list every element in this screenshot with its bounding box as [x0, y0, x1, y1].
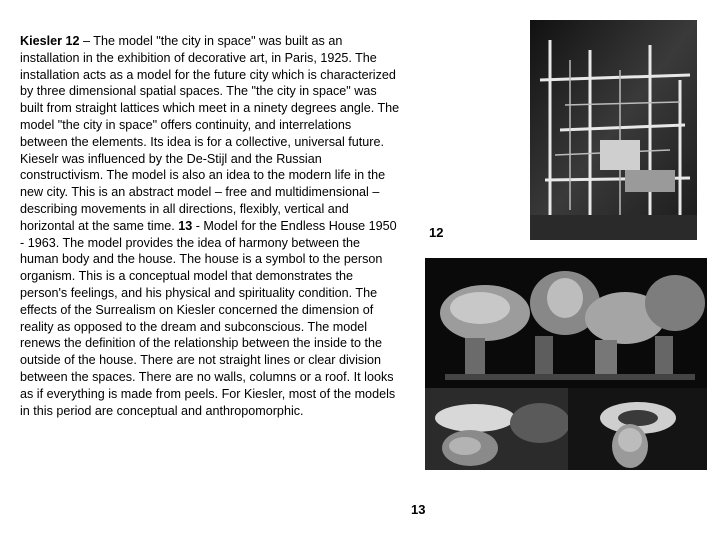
photo-city-in-space: [530, 20, 697, 240]
author-name: Kiesler: [20, 34, 63, 48]
body-paragraph: [20, 33, 400, 419]
figure-label-13: 13: [411, 502, 426, 517]
description-endless-house: - Model for the Endless House 1950 - 1963. The model provides the idea of harmony between the human body and the house. The house is a symbol to the person organism. This is a conceptual model that demonstrates the person's feelings, and his physical and spirituality condition. The effects of the Surrealism on Kiesler concerned the dimension of reality as opposed to the dream and subconscious. The model renews the definition of the relationship between the inside to the outside of the house. There are not straight lines or clear division between the spaces. There are no walls, columns or a roof. It looks as if everything is made from peels. For Kiesler, most of the models in this period are conceptual and anthropomorphic.: [20, 218, 397, 418]
photo-model-detail: [425, 388, 568, 470]
figure-ref-12: 12: [65, 34, 80, 48]
photo-portrait: [568, 388, 707, 470]
figure-label-12: 12: [429, 225, 444, 240]
description-city-in-space: – The model "the city in space" was built as an installation in the exhibition of decorative art, in Paris, 1925. The installation acts as a model for the future city which is characterized by three dimensional spatial spaces. The "the city in space" was built from straight lattices which meet in a ninety degrees angle. The model "the city in space" offers continuity, and interrelations between the elements. Its idea is for a collective, universal future. Kieselr was influenced by the De-Stijl and the Russian constructivism. The model is also an idea to the modern life in the new city. This is an abstract model – free and multidimensional – describing movements in all directions, flexibly, vertical and horizontal at the same time.: [20, 34, 400, 233]
figure-ref-13: 13: [178, 218, 193, 233]
photo-endless-house: [425, 258, 707, 388]
